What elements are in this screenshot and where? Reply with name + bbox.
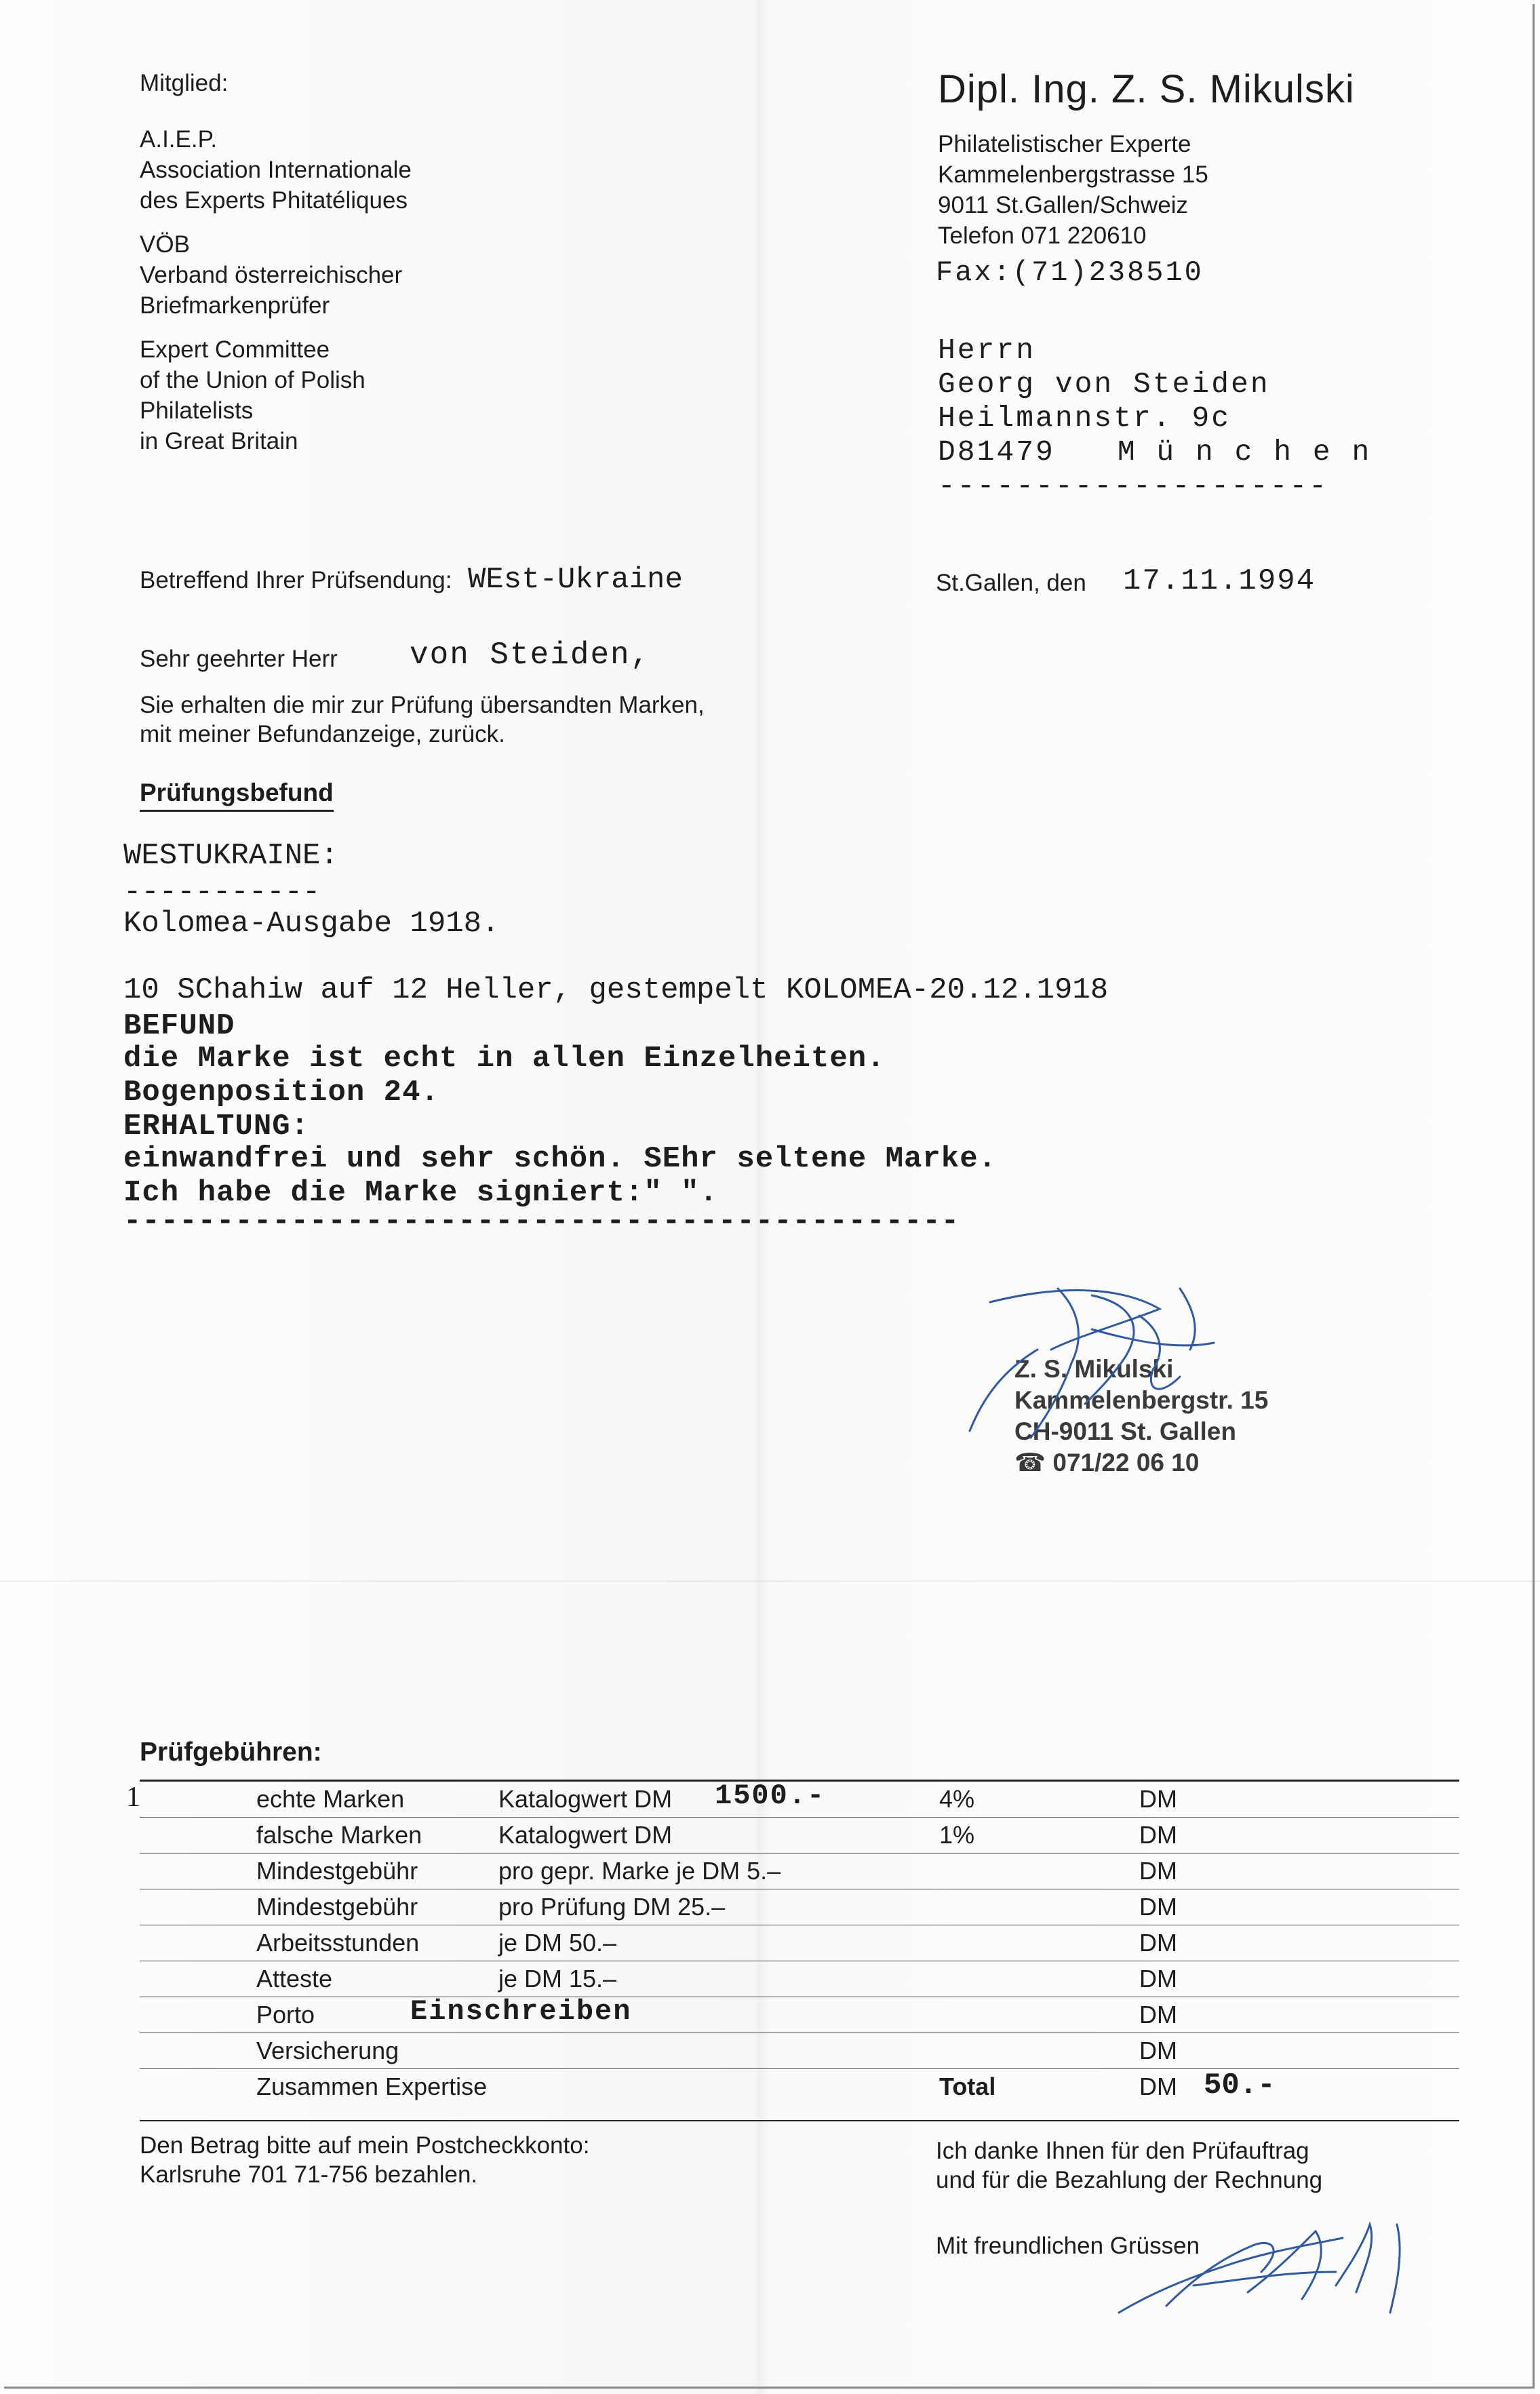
greeting-label: Sehr geehrter Herr <box>140 646 338 672</box>
report-country: WESTUKRAINE: <box>123 839 338 873</box>
letterhead-line: Kammelenbergstrasse 15 <box>938 161 1208 188</box>
fee-item: echte Marken <box>256 1785 405 1813</box>
fee-amount: 1500.- <box>715 1780 826 1812</box>
report-country-underline: ----------- <box>123 876 321 909</box>
fee-row-rule <box>140 1817 1459 1818</box>
recipient-name: Georg von Steiden <box>938 368 1270 401</box>
letterhead-line: Philatelistischer Experte <box>938 131 1191 157</box>
membership-line: Briefmarkenprüfer <box>140 292 330 319</box>
recipient-city: M ü n c h e n <box>1117 435 1372 469</box>
stamp-line: Kammelenbergstr. 15 <box>1014 1386 1269 1414</box>
fee-currency: DM <box>1139 2037 1177 2064</box>
stamp-line: Z. S. Mikulski <box>1014 1355 1174 1383</box>
report-condition-label: ERHALTUNG: <box>123 1110 310 1143</box>
letterhead-line: 9011 St.Gallen/Schweiz <box>938 192 1189 218</box>
recipient-postcode: D81479 <box>938 435 1055 469</box>
report-item: 10 SChahiw auf 12 Heller, gestempelt KOLOMEA-20.12.1918 <box>123 973 1109 1007</box>
fee-percent: Total <box>939 2073 996 2100</box>
fee-currency: DM <box>1139 1785 1177 1813</box>
handwritten-signature <box>922 1261 1302 1465</box>
letterhead-line: Telefon 071 220610 <box>938 222 1147 249</box>
stamp-line: ☎ 071/22 06 10 <box>1014 1449 1200 1476</box>
subject-value: WEst-Ukraine <box>468 563 683 597</box>
fee-currency: DM <box>1139 2073 1177 2100</box>
fees-title: Prüfgebühren: <box>140 1738 322 1767</box>
letterhead-name: Dipl. Ing. Z. S. Mikulski <box>938 67 1355 111</box>
report-heading: Prüfungsbefund <box>140 779 334 812</box>
membership-aiep <box>140 124 412 216</box>
fee-basis: pro gepr. Marke je DM 5.– <box>498 1857 781 1885</box>
fee-item: Versicherung <box>256 2037 399 2064</box>
recipient-address <box>938 334 1371 503</box>
membership-polish <box>140 334 412 456</box>
fee-basis: je DM 15.– <box>498 1965 617 1993</box>
fee-percent: 4% <box>939 1785 975 1813</box>
letter-date: 17.11.1994 <box>1123 564 1316 598</box>
recipient-underline: -------------------- <box>938 469 1329 503</box>
greeting-line-2: mit meiner Befundanzeige, zurück. <box>140 721 505 747</box>
fee-value: 50.- <box>1204 2068 1276 2102</box>
fee-percent: 1% <box>939 1821 975 1849</box>
membership-line: A.I.E.P. <box>140 126 218 153</box>
recipient-salutation: Herrn <box>938 334 1036 367</box>
fee-currency: DM <box>1139 1821 1177 1849</box>
report-befund-label: BEFUND <box>123 1009 235 1043</box>
membership-block <box>140 68 412 470</box>
fees-bottom-rule <box>140 2120 1459 2121</box>
report-signed-text: Ich habe die Marke signiert:" ". <box>123 1176 718 1210</box>
fee-currency: DM <box>1139 2001 1177 2028</box>
membership-line: VÖB <box>140 231 190 258</box>
membership-line: in Great Britain <box>140 428 298 454</box>
membership-line: Association Internationale <box>140 157 412 183</box>
recipient-street: Heilmannstr. 9c <box>938 401 1231 435</box>
payment-line-1: Den Betrag bitte auf mein Postcheckkonto: <box>140 2132 590 2159</box>
fee-item: Mindestgebühr <box>256 1893 418 1921</box>
fee-qty: 1 <box>126 1782 140 1813</box>
place-date-label: St.Gallen, den <box>936 570 1086 596</box>
fee-basis: Katalogwert DM <box>498 1785 673 1813</box>
stamp-line: CH-9011 St. Gallen <box>1014 1417 1236 1445</box>
fee-currency: DM <box>1139 1965 1177 1993</box>
membership-line: Expert Committee <box>140 336 330 363</box>
membership-line: Philatelists <box>140 397 254 424</box>
fee-item: Atteste <box>256 1965 333 1993</box>
fee-amount: Einschreiben <box>410 1995 632 2028</box>
membership-line: des Experts Phitatéliques <box>140 187 408 214</box>
letterhead-fax: Fax:(71)238510 <box>936 256 1204 289</box>
report-end-rule: --------------------------------------------- <box>123 1204 960 1238</box>
report-condition-text: einwandfrei und sehr schön. SEhr seltene Marke. <box>123 1142 998 1176</box>
closing-signature <box>1112 2211 1465 2333</box>
membership-line: Verband österreichischer <box>140 262 403 288</box>
fee-currency: DM <box>1139 1929 1177 1957</box>
letterhead-address <box>938 129 1208 251</box>
fee-currency: DM <box>1139 1893 1177 1921</box>
membership-voeb <box>140 229 412 321</box>
membership-heading: Mitglied: <box>140 70 229 96</box>
fee-basis: pro Prüfung DM 25.– <box>498 1893 726 1921</box>
greeting-name: von Steiden, <box>410 637 651 673</box>
fee-item: Arbeitsstunden <box>256 1929 420 1957</box>
fee-item: Porto <box>256 2001 315 2028</box>
fee-item: Zusammen Expertise <box>256 2073 488 2100</box>
membership-line: of the Union of Polish <box>140 367 366 393</box>
fee-item: Mindestgebühr <box>256 1857 418 1885</box>
fee-basis: je DM 50.– <box>498 1929 617 1957</box>
payment-line-2: Karlsruhe 701 71-756 bezahlen. <box>140 2161 478 2188</box>
fee-currency: DM <box>1139 1857 1177 1885</box>
subject-label: Betreffend Ihrer Prüfsendung: <box>140 567 452 593</box>
fee-basis: Katalogwert DM <box>498 1821 673 1849</box>
greeting-line-1: Sie erhalten die mir zur Prüfung übersandten Marken, <box>140 692 705 718</box>
closing-regards: Mit freundlichen Grüssen <box>936 2233 1200 2259</box>
report-issue: Kolomea-Ausgabe 1918. <box>123 907 500 941</box>
report-position: Bogenposition 24. <box>123 1076 439 1110</box>
fee-item: falsche Marken <box>256 1821 422 1849</box>
closing-line-2: und für die Bezahlung der Rechnung <box>936 2167 1323 2193</box>
report-befund-text: die Marke ist echt in allen Einzelheiten. <box>123 1042 886 1076</box>
closing-line-1: Ich danke Ihnen für den Prüfauftrag <box>936 2138 1309 2164</box>
